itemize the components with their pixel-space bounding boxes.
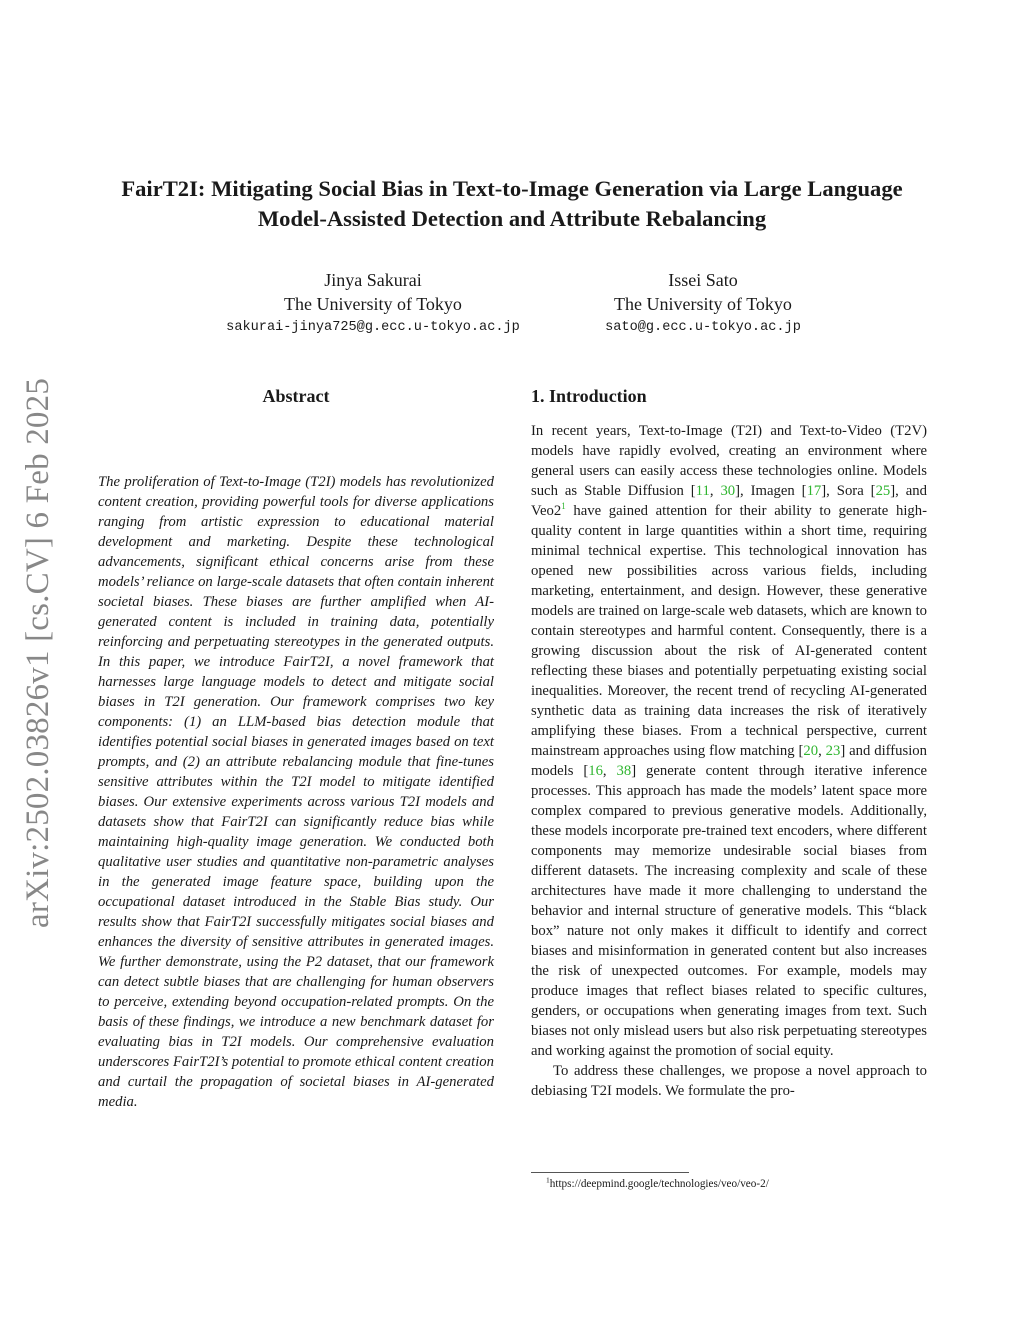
- introduction-body: [531, 421, 927, 1101]
- author-email[interactable]: sakurai-jinya725@g.ecc.u-tokyo.ac.jp: [226, 320, 520, 335]
- author-name: Jinya Sakurai: [324, 270, 422, 290]
- title-line-2: Model-Assisted Detection and Attribute Rebalancing: [257, 206, 767, 231]
- author-affiliation: The University of Tokyo: [284, 294, 462, 314]
- author-email[interactable]: sato@g.ecc.u-tokyo.ac.jp: [605, 320, 801, 335]
- text-segment: have gained attention for their ability to generate high-quality content in large quantities within a short time, requiring minimal technical expertise. This technological innovation has opened new possibilities across various fields, including marketing, entertainment, and design. However, these generative models are trained on large-scale web datasets, which are known to contain stereotypes and harmful content. Consequently, there is a growing discussion about the risk of AI-generated content reflecting these biases and potentially perpetuating existing social inequalities. Moreover, the recent trend of recycling AI-generated synthetic data as training data increases the risk of iteratively amplifying these biases. From a technical perspective, current mainstream approaches using flow matching [: [531, 503, 927, 759]
- text-segment: ] and diffusion models [: [531, 743, 927, 779]
- footnote-url[interactable]: https://deepmind.google/technologies/veo/veo-2/: [549, 1178, 769, 1190]
- citation-link[interactable]: 11: [695, 483, 710, 499]
- footnote: [546, 1177, 769, 1192]
- text-segment: ,: [709, 483, 721, 499]
- introduction-heading: 1. Introduction: [531, 386, 647, 406]
- text-segment: In recent years, Text-to-Image (T2I) and Text-to-Video (T2V) models have rapidly evolved, creating an environment where general users can easily access these technologies online. Models such as Stable Diffusion [: [531, 423, 927, 499]
- author-affiliation: The University of Tokyo: [614, 294, 792, 314]
- text-segment: ] generate content through iterative inference processes. This approach has made the models’ latent space more complex compared to previous generative models. Additionally, these models incorporate pre-trained text encoders, where different components may memorize undesirable social biases from different datasets. The increasing complexity and scale of these architectures have made it more challenging to understand the behavior and internal structure of generative models. This “black box” nature not only makes it difficult to identify and correct biases and misinformation in generated content but also increases the risk of unexpected outcomes. For example, models may produce images that reflect biases related to specific cultures, genders, or occupations when generating images from text. Such biases not only mislead users but also risk perpetuating stereotypes and working against the promotion of social equity.: [531, 763, 927, 1059]
- text-segment: ,: [818, 743, 826, 759]
- text-segment: ,: [602, 763, 617, 779]
- intro-paragraph-1: [531, 421, 927, 1061]
- abstract-heading: Abstract: [262, 386, 330, 406]
- footnote-marker[interactable]: 1: [561, 501, 566, 512]
- author-block-2: [493, 268, 913, 338]
- intro-paragraph-2: To address these challenges, we propose a novel approach to debiasing T2I models. We formulate the pro-: [531, 1063, 927, 1099]
- footnote-divider: [531, 1172, 689, 1173]
- author-name: Issei Sato: [668, 270, 738, 290]
- text-segment: ], Imagen [: [735, 483, 807, 499]
- paper-title: [80, 174, 944, 234]
- citation-link[interactable]: 20: [803, 743, 819, 759]
- title-line-1: FairT2I: Mitigating Social Bias in Text-to-Image Generation via Large Language: [121, 176, 903, 201]
- abstract-text: The proliferation of Text-to-Image (T2I) models has revolutionized content creation, providing powerful tools for diverse applications ranging from artistic expression to educational material development and marketing. Despite these technological advancements, significant ethical concerns arise from these models’ reliance on large-scale datasets that often contain inherent societal biases. These biases are further amplified when AI-generated content is included in training data, potentially reinforcing and perpetuating stereotypes in the generated outputs. In this paper, we introduce FairT2I, a novel framework that harnesses large language models to detect and mitigate social biases in T2I generation. Our framework comprises two key components: (1) an LLM-based bias detection module that identifies potential social biases in generated images based on text prompts, and (2) an attribute rebalancing module that fine-tunes sensitive attributes within the T2I model to mitigate identified biases. Our extensive experiments across various T2I models and datasets show that FairT2I can significantly reduce bias while maintaining high-quality image generation. We conducted both qualitative user studies and quantitative non-parametric analyses in the generated image feature space, building upon the occupational dataset introduced in the Stable Bias study. Our results show that FairT2I successfully mitigates social biases and enhances the diversity of sensitive attributes in generated images. We further demonstrate, using the P2 dataset, that our framework can detect subtle biases that are challenging for human observers to perceive, extending beyond occupation-related prompts. On the basis of these findings, we introduce a new benchmark dataset for evaluating bias in T2I models. Our comprehensive evaluation underscores FairT2I’s potential to promote ethical content creation and curtail the propagation of societal biases in AI-generated media.: [98, 474, 494, 1110]
- text-segment: ], Sora [: [821, 483, 876, 499]
- citation-link[interactable]: 38: [616, 763, 632, 779]
- citation-link[interactable]: 25: [875, 483, 891, 499]
- arxiv-identifier: arXiv:2502.03826v1 [cs.CV] 6 Feb 2025: [20, 377, 56, 928]
- citation-link[interactable]: 17: [806, 483, 822, 499]
- footnote-number: 1: [546, 1175, 550, 1185]
- citation-link[interactable]: 23: [825, 743, 841, 759]
- text-segment: ], and Veo2: [531, 483, 927, 519]
- citation-link[interactable]: 30: [720, 483, 736, 499]
- citation-link[interactable]: 16: [588, 763, 603, 779]
